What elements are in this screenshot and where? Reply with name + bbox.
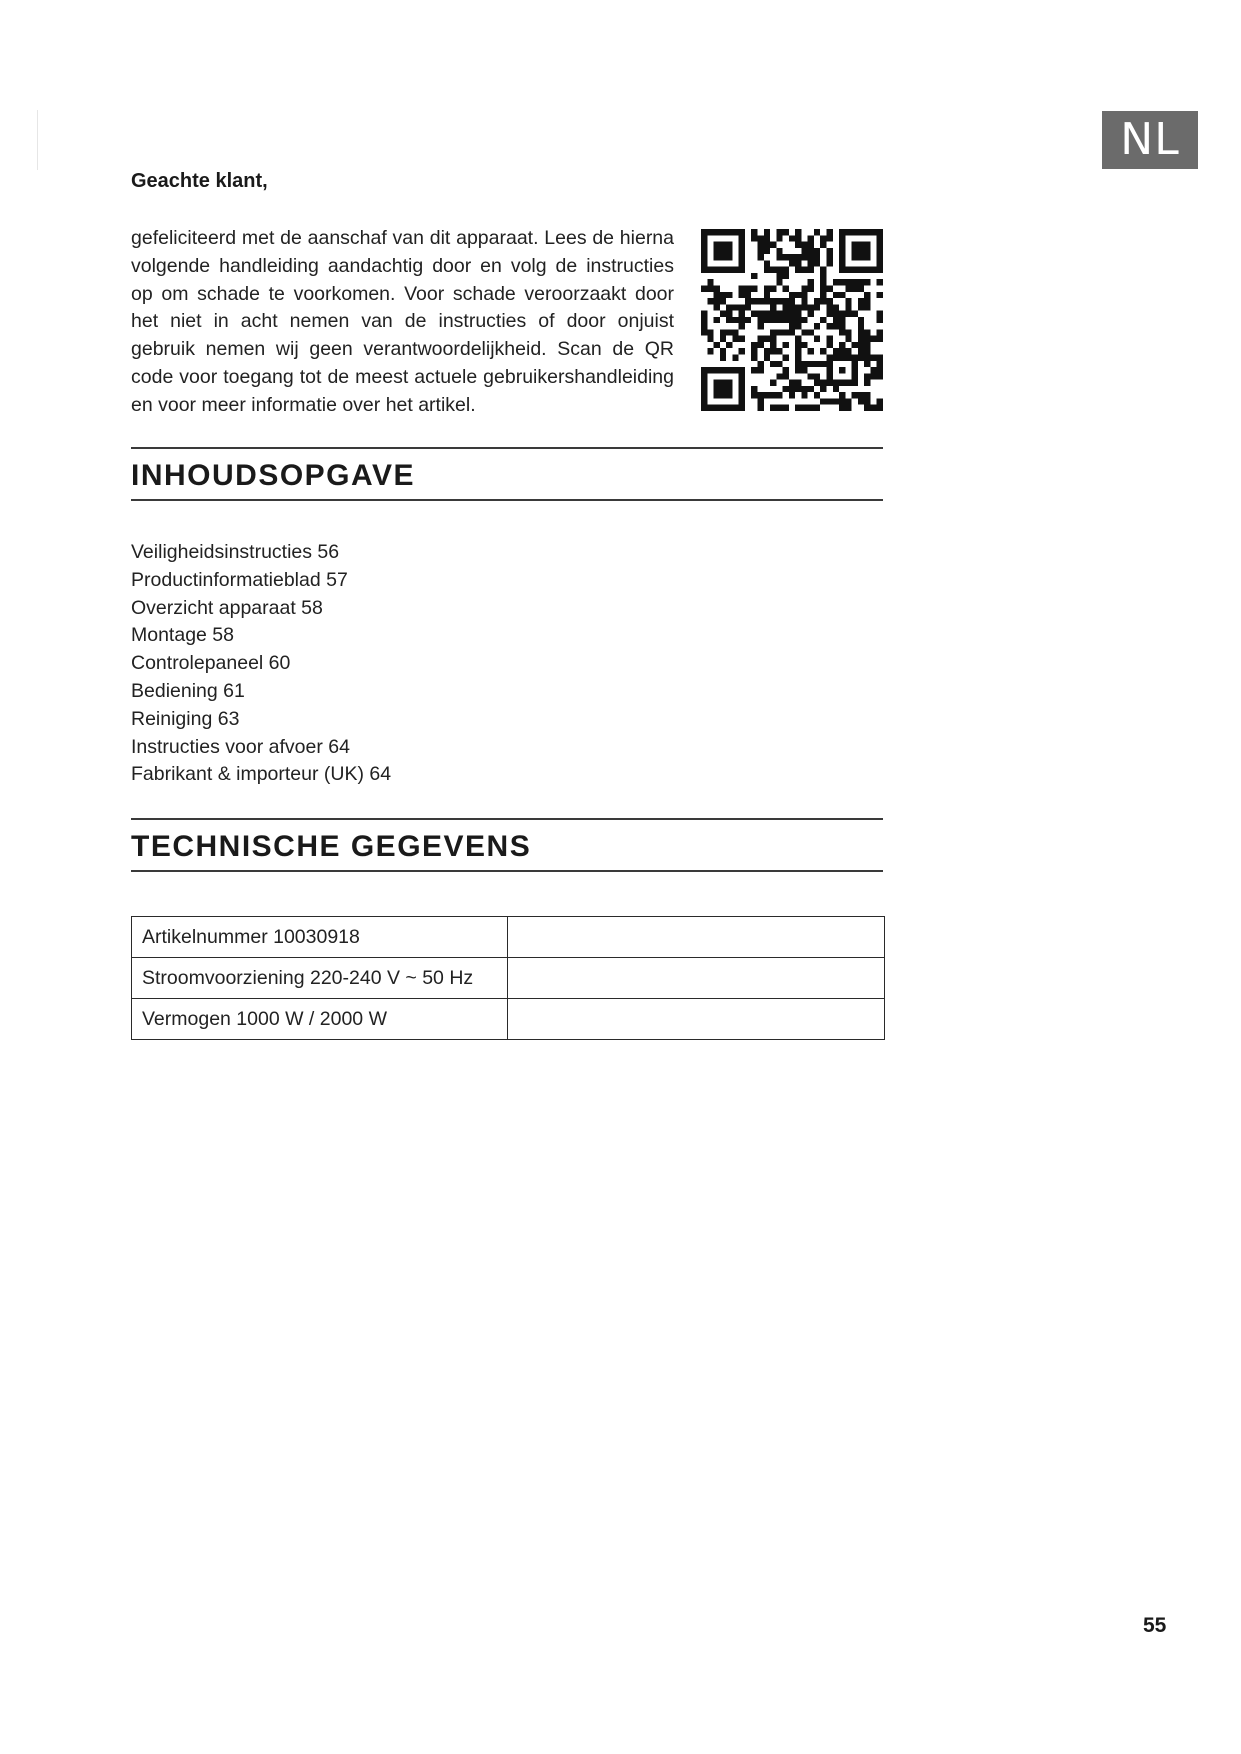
toc-section [131, 447, 883, 501]
toc-heading: INHOUDSOPGAVE [131, 459, 415, 492]
toc-rule-bottom [131, 499, 883, 501]
toc-item: Instructies voor afvoer 64 [131, 735, 350, 758]
table-row [132, 999, 885, 1040]
intro-text: gefeliciteerd met de aanschaf van dit apparaat. Lees de hierna volgende handleiding aandachtig door en volg de instructies op om schade te voorkomen. Voor schade veroorzaakt door het niet in acht nemen van de instructies of door onjuist gebruik nemen wij geen verantwoordelijkheid. Scan de QR code voor toegang tot de meest actuele gebruikershandleiding en voor meer informatie over het artikel. [131, 227, 674, 416]
toc-item: Controlepaneel 60 [131, 652, 291, 675]
spec-label: Stroomvoorziening 220-240 V ~ 50 Hz [132, 958, 508, 999]
spec-label: Artikelnummer 10030918 [132, 917, 508, 958]
spec-label: Vermogen 1000 W / 2000 W [132, 999, 508, 1040]
toc-item: Fabrikant & importeur (UK) 64 [131, 763, 392, 786]
toc-list [131, 539, 391, 789]
qr-code-icon [701, 229, 883, 411]
margin-line [37, 110, 38, 170]
toc-item: Overzicht apparaat 58 [131, 596, 323, 619]
specs-rule-bottom [131, 870, 883, 872]
spec-value [508, 958, 885, 999]
table-row [132, 917, 885, 958]
language-tab: NL [1102, 111, 1198, 169]
toc-item: Bediening 61 [131, 679, 245, 702]
specs-section [131, 818, 883, 872]
toc-item: Reiniging 63 [131, 707, 240, 730]
toc-item: Productinformatieblad 57 [131, 568, 348, 591]
toc-item: Montage 58 [131, 624, 234, 647]
salutation: Geachte klant, [131, 170, 268, 192]
specs-heading: TECHNISCHE GEGEVENS [131, 830, 532, 863]
spec-value [508, 917, 885, 958]
toc-item: Veiligheidsinstructies 56 [131, 541, 340, 563]
table-row [132, 958, 885, 999]
specs-table [131, 916, 885, 1040]
spec-value [508, 999, 885, 1040]
page-number: 55 [1143, 1614, 1167, 1637]
